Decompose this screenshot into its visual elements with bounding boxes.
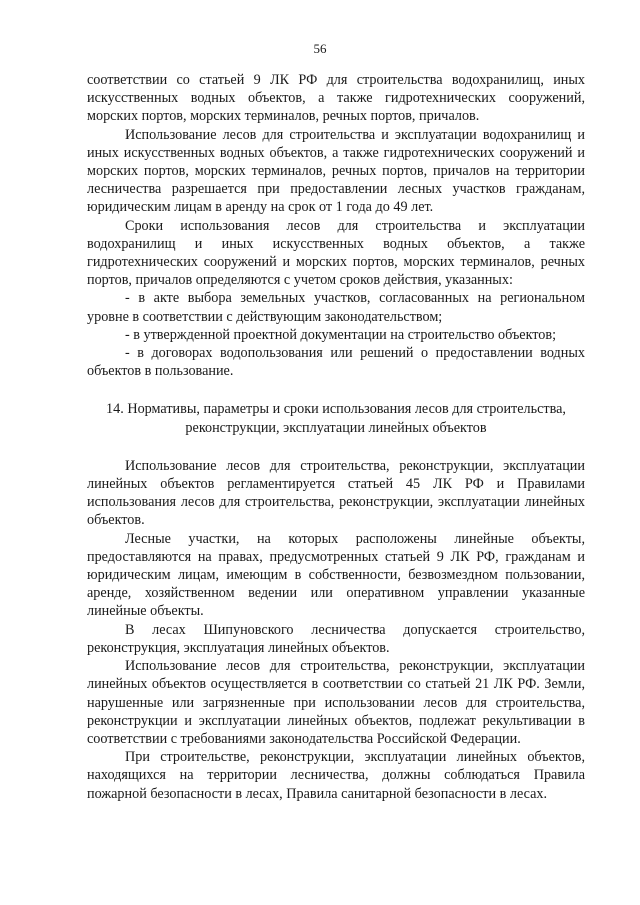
list-item: - в утвержденной проектной документации на строительство объектов;	[125, 326, 557, 343]
paragraph: В лесах Шипуновского лесничества допускается строительство, реконструкция, эксплуатация линейных объектов.	[87, 621, 585, 656]
paragraph: соответствии со статьей 9 ЛК РФ для строительства водохранилищ, иных искусственных водных объектов, а также гидротехнических сооружений, морских портов, морских терминалов, речных портов, причалов.	[87, 72, 585, 125]
section-heading: 14. Нормативы, параметры и сроки использования лесов для строительства, реконструкции, эксплуатации линейных объектов	[106, 401, 566, 436]
paragraph: Лесные участки, на которых расположены линейные объекты, предоставляются на правах, предусмотренных статьей 9 ЛК РФ, гражданам и юридическим лицам, имеющим в собственности, безвозмездном пользовании, аренде, хозяйственном ведении или оперативном управлении указанные линейные объекты.	[87, 530, 585, 620]
paragraph: Использование лесов для строительства и эксплуатации водохранилищ и иных искусственных водных объектов, а также гидротехнических сооружений и морских портов, морских терминалов, речных портов, причалов на территории лесничества разрешается при предоставлении лесных участков гражданам, юридическим лицам в аренду на срок от 1 года до 49 лет.	[87, 126, 585, 216]
list-item: - в акте выбора земельных участков, согласованных на региональном уровне в соответствии с действующим законодательством;	[87, 290, 585, 325]
paragraph: При строительстве, реконструкции, эксплуатации линейных объектов, находящихся на территории лесничества, должны соблюдаться Правила пожарной безопасности в лесах, Правила санитарной безопасности в лесах.	[87, 749, 585, 802]
paragraph: Использование лесов для строительства, реконструкции, эксплуатации линейных объектов регламентируется статьей 45 ЛК РФ и Правилами использования лесов для строительства, реконструкции, эксплуатации линейных объектов.	[87, 457, 585, 529]
list-item: - в договорах водопользования или решений о предоставлении водных объектов в пользование.	[87, 345, 585, 380]
paragraph: Сроки использования лесов для строительства и эксплуатации водохранилищ и иных искусственных водных объектов, а также гидротехнических сооружений и морских портов, морских терминалов, речных портов, причалов определяются с учетом сроков действия, указанных:	[87, 217, 585, 289]
document-body	[87, 71, 585, 803]
paragraph: Использование лесов для строительства, реконструкции, эксплуатации линейных объектов осуществляется в соответствии со статьей 21 ЛК РФ. Земли, нарушенные или загрязненные при использовании лесов для строительства, реконструкции и эксплуатации линейных объектов, подлежат рекультивации в соответствии с требованиями законодательства Российской Федерации.	[87, 658, 585, 747]
page-number: 56	[313, 41, 327, 56]
